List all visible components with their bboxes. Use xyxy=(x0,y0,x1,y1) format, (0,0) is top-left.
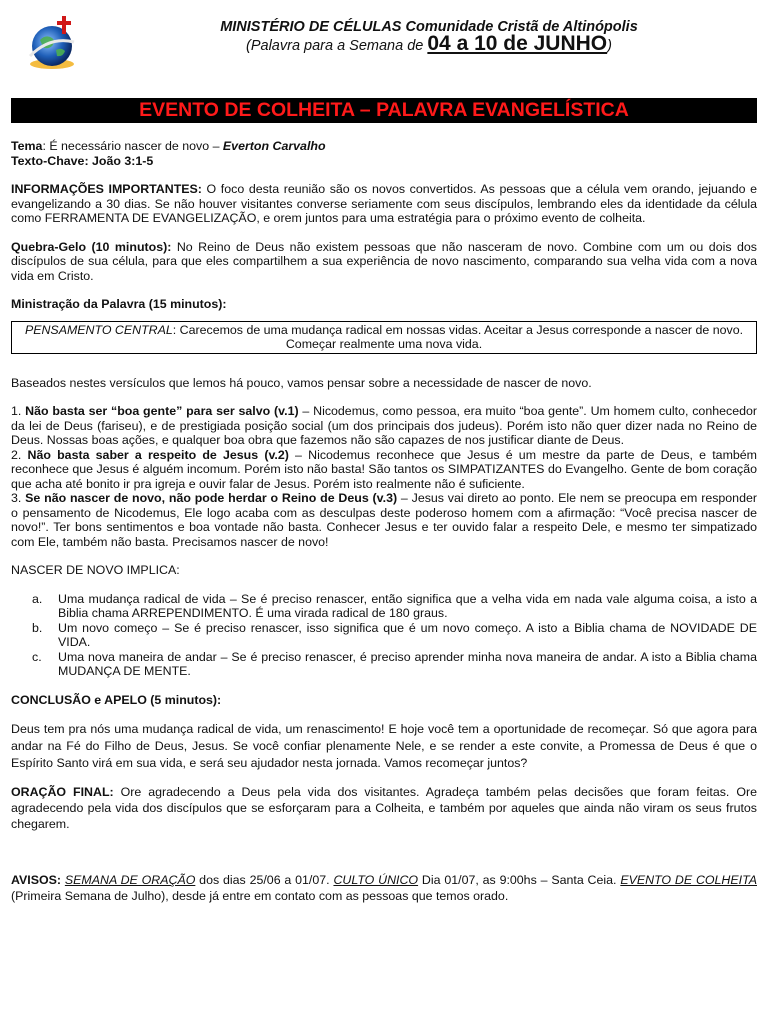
pensamento-text: : Carecemos de uma mudança radical em nossas vidas. Aceitar a Jesus corresponde a nascer de novo. Começar realmente uma nova vida. xyxy=(172,322,744,351)
point-number: 3. xyxy=(11,491,26,505)
culto-unico: CULTO ÚNICO xyxy=(333,873,419,887)
quebra-gelo-text: No Reino de Deus não existem pessoas que não nasceram de novo. Combine com um ou dois dos discípulos de sua célula, para que eles compartilhem a sua experiência de novo nascimento, comparando sua velha vida com a nova vida em Cristo. xyxy=(11,239,757,283)
quebra-gelo-label: Quebra-Gelo (10 minutos): xyxy=(11,239,172,254)
pensamento-central-box xyxy=(11,321,757,354)
list-marker: a. xyxy=(32,591,43,606)
ministracao-heading: Ministração da Palavra (15 minutos): xyxy=(11,297,227,311)
avisos-text-3: (Primeira Semana de Julho), desde já entre em contato com as pessoas que temos orado. xyxy=(11,889,509,903)
conclusao-heading: CONCLUSÃO e APELO (5 minutos): xyxy=(11,692,222,707)
avisos-label: AVISOS: xyxy=(11,873,62,887)
list-marker: b. xyxy=(32,620,43,635)
list-item xyxy=(32,591,757,621)
point-text: – Nicodemus reconhece que Jesus é um mestre da parte de Deus, e também reconhece que Jesus é alguém incomum. Porém isto não basta! São tantos os SIMPATIZANTES do Evangelho. Gente de bom coração que acha até bonito ir pra igreja e ouvir falar de Jesus. Porém isto realmente não é suficiente. xyxy=(11,447,757,491)
week-subtitle xyxy=(90,31,768,55)
avisos-paragraph xyxy=(11,872,757,904)
pensamento-label: PENSAMENTO CENTRAL xyxy=(24,322,173,337)
semana-oracao: SEMANA DE ORAÇÃO xyxy=(64,873,196,887)
tema-label: Tema xyxy=(11,139,43,153)
list-marker: c. xyxy=(32,649,42,664)
tema-text: : É necessário nascer de novo – xyxy=(42,139,223,153)
week-prefix: (Palavra para a Semana de xyxy=(246,37,428,54)
oracao-label: ORAÇÃO FINAL: xyxy=(11,785,114,799)
nascer-heading: NASCER DE NOVO IMPLICA: xyxy=(11,563,180,577)
oracao-text: Ore agradecendo a Deus pela vida dos visitantes. Agradeça também pelas decisões que foram feitas. Ore agradecendo pela vida dos discípulos que se esforçaram para a Colheita, e também por aqueles que ainda não viram os seus frutos chegarem. xyxy=(11,785,757,831)
list-item-text: Uma mudança radical de vida – Se é preciso renascer, então significa que a velha vida em nada vale alguma coisa, a isto a Biblia chama ARREPENDIMENTO. É uma virada radical de 180 graus. xyxy=(58,591,757,620)
point-title: Se não nascer de novo, não pode herdar o Reino de Deus (v.3) xyxy=(25,491,398,505)
ministry-title: MINISTÉRIO DE CÉLULAS Comunidade Cristã de Altinópolis xyxy=(220,19,638,35)
event-banner: EVENTO DE COLHEITA – PALAVRA EVANGELÍSTICA xyxy=(11,98,757,123)
point-text: – Nicodemus, como pessoa, era muito “boa gente”. Um homem culto, conhecedor da lei de Deus (fariseu), e de prestigiada posição social (um dos principais dos judeus). Porém isto não quer dizer nada no Reino de Deus. Nossas boas ações, e qualquer boa obra que fazemos não são capazes de nos justificar diante de Deus. xyxy=(11,404,757,447)
quebra-gelo-paragraph xyxy=(11,240,757,284)
avisos-text-1: dos dias 25/06 a 01/07. xyxy=(195,873,334,887)
evento-colheita: EVENTO DE COLHEITA xyxy=(620,873,757,887)
conclusao-paragraph: Deus tem pra nós uma mudança radical de vida, um renascimento! E hoje você tem a oportunidade de recomeçar. Só que agora para andar na Fé do Filho de Deus, Jesus. Se você confiar plenamente Nele, e se render a este convite, a Promessa de Deus é que o Espírito Santo virá em sua vida, e será seu ajudador nesta jornada. Vamos recomeçar juntos? xyxy=(11,722,757,770)
point-2 xyxy=(11,448,757,492)
point-text: – Jesus vai direto ao ponto. Ele nem se preocupa em responder o pensamento de Nicodemus, Ele logo acaba com as desculpas deste poderoso homem com a afirmação: “Você precisa nascer de novo!”. Ter bons sentimentos e boa vontade não basta. Conhecer Jesus e ter ouvido falar a respeito Dele, e mesmo ter simpatizado com Ele, também não basta. Precisamos nascer de novo! xyxy=(11,491,757,549)
list-item xyxy=(32,620,757,650)
point-3 xyxy=(11,491,757,549)
informacoes-text: O foco desta reunião são os novos convertidos. As pessoas que a célula vem orando, jejuando e evangelizando a 30 dias. Se não houver visitantes converse seriamente com seus discípulos, lembrando eles da identidade da célula como FERRAMENTA DE EVANGELIZAÇÃO, e orem juntos para uma estratégia para o próximo evento de colheita. xyxy=(11,182,757,225)
texto-chave: Texto-Chave: João 3:1-5 xyxy=(11,153,154,168)
list-item-text: Um novo começo – Se é preciso renascer, isso significa que é um novo começo. A isto a Biblia chama de NOVIDADE DE VIDA. xyxy=(58,620,757,649)
point-title: Não basta ser “boa gente” para ser salvo (v.1) xyxy=(25,404,299,418)
list-item-text: Uma nova maneira de andar – Se é preciso renascer, é preciso aprender minha nova maneira de andar. A isto a Biblia chama MUDANÇA DE MENTE. xyxy=(58,649,757,678)
implica-list xyxy=(11,592,757,679)
informacoes-paragraph xyxy=(11,182,757,226)
week-date: 04 a 10 de JUNHO xyxy=(427,31,608,55)
avisos-text-2: Dia 01/07, as 9:00hs – Santa Ceia. xyxy=(418,873,621,887)
tema-author: Everton Carvalho xyxy=(222,139,326,153)
tema-line xyxy=(11,139,757,154)
informacoes-label: INFORMAÇÕES IMPORTANTES: xyxy=(11,182,202,196)
point-1 xyxy=(11,404,757,448)
oracao-paragraph xyxy=(11,784,757,832)
list-item xyxy=(32,649,757,679)
point-title: Não basta saber a respeito de Jesus (v.2) xyxy=(27,447,289,462)
point-number: 2. xyxy=(11,447,28,462)
document-body xyxy=(11,139,757,904)
document-header xyxy=(0,20,768,53)
baseados-paragraph: Baseados nestes versículos que lemos há pouco, vamos pensar sobre a necessidade de nascer de novo. xyxy=(11,375,592,390)
week-suffix: ) xyxy=(607,37,612,54)
point-number: 1. xyxy=(11,404,26,418)
